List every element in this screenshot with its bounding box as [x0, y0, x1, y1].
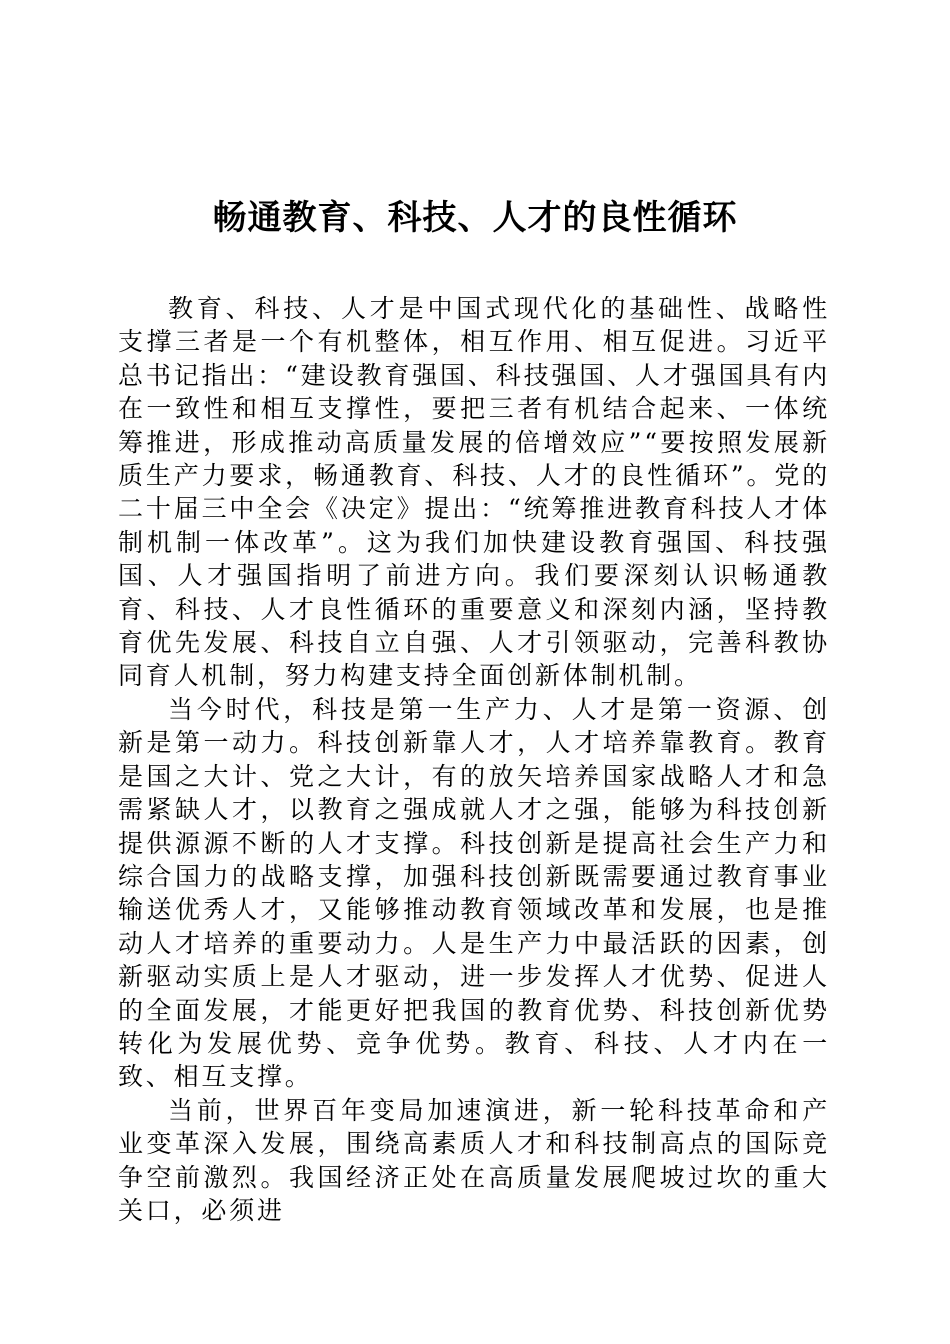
document-body	[118, 292, 830, 1227]
paragraph: 教育、科技、人才是中国式现代化的基础性、战略性支撑三者是一个有机整体，相互作用、相互促进。习近平总书记指出：“建设教育强国、科技强国、人才强国具有内在一致性和相互支撑性，要把三者有机结合起来、一体统筹推进，形成推动高质量发展的倍增效应”“要按照发展新质生产力要求，畅通教育、科技、人才的良性循环”。党的二十届三中全会《决定》提出：“统筹推进教育科技人才体制机制一体改革”。这为我们加快建设教育强国、科技强国、人才强国指明了前进方向。我们要深刻认识畅通教育、科技、人才良性循环的重要意义和深刻内涵，坚持教育优先发展、科技自立自强、人才引领驱动，完善科教协同育人机制，努力构建支持全面创新体制机制。	[118, 294, 830, 691]
paragraph: 当前，世界百年变局加速演进，新一轮科技革命和产业变革深入发展，围绕高素质人才和科技制高点的国际竞争空前激烈。我国经济正处在高质量发展爬坡过坎的重大关口，必须进	[118, 1095, 830, 1225]
page-title: 畅通教育、科技、人才的良性循环	[212, 198, 738, 238]
paragraph: 当今时代，科技是第一生产力、人才是第一资源、创新是第一动力。科技创新靠人才，人才培养靠教育。教育是国之大计、党之大计，有的放矢培养国家战略人才和急需紧缺人才，以教育之强成就人才之强，能够为科技创新提供源源不断的人才支撑。科技创新是提高社会生产力和综合国力的战略支撑，加强科技创新既需要通过教育事业输送优秀人才，又能够推动教育领域改革和发展，也是推动人才培养的重要动力。人是生产力中最活跃的因素，创新驱动实质上是人才驱动，进一步发挥人才优势、促进人的全面发展，才能更好把我国的教育优势、科技创新优势转化为发展优势、竞争优势。教育、科技、人才内在一致、相互支撑。	[118, 694, 830, 1092]
